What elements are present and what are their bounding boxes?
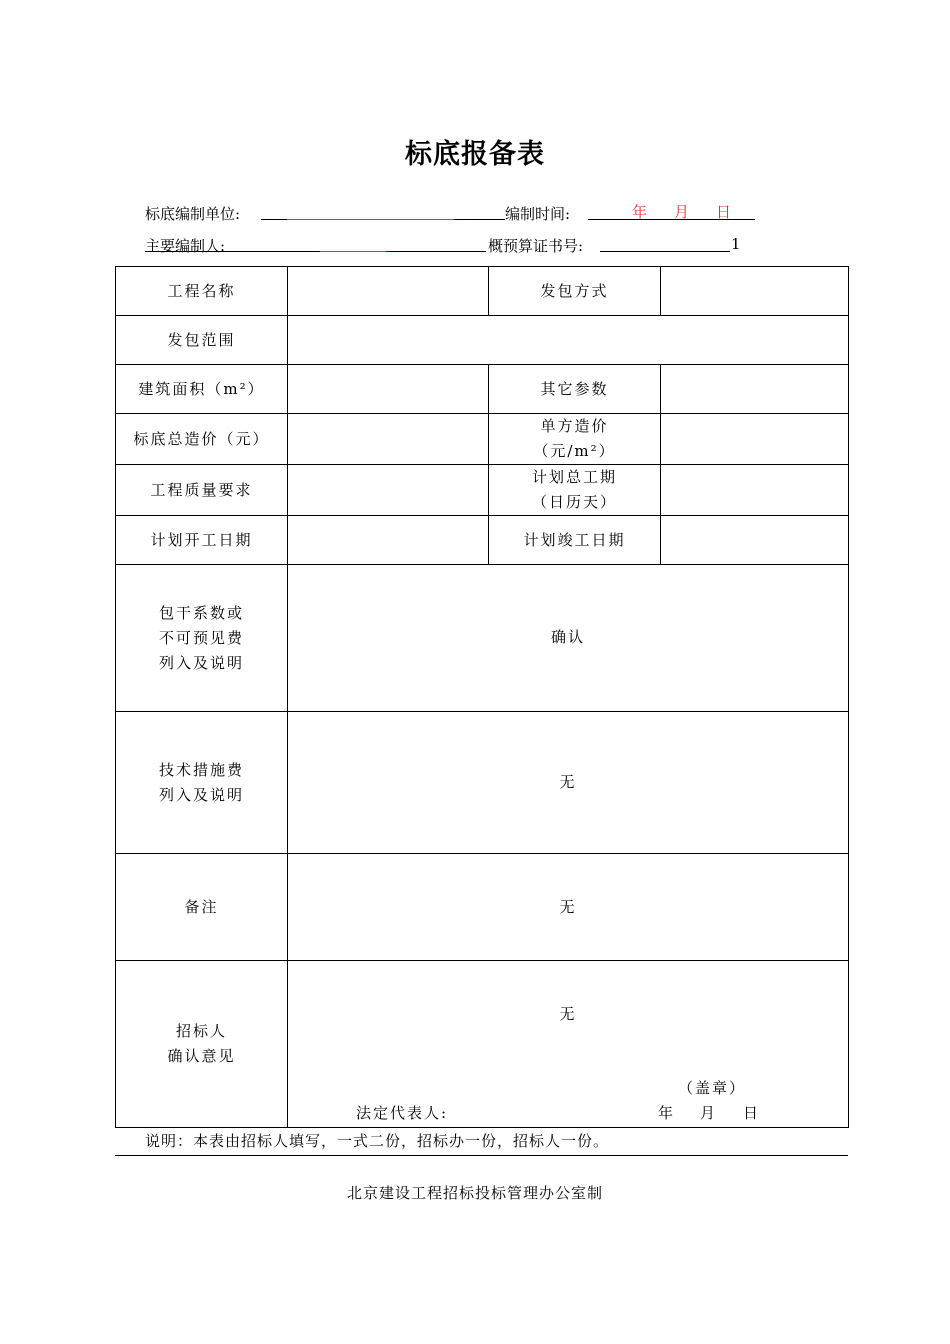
table-row [116, 365, 849, 414]
lump-sum-field[interactable] [288, 565, 849, 712]
divider [115, 1155, 848, 1156]
time-label: 编制时间: [505, 205, 571, 223]
lump-sum-value: 确认 [550, 628, 585, 646]
unit-price-field[interactable] [661, 414, 849, 465]
tech-measures-label [116, 712, 288, 854]
other-params-field[interactable] [661, 365, 849, 414]
project-name-label: 工程名称 [116, 267, 288, 316]
table-row [116, 267, 849, 316]
tech-measures-field[interactable] [288, 712, 849, 854]
tech-measures-value: 无 [559, 773, 577, 791]
table-row [116, 516, 849, 565]
duration-label [489, 465, 661, 516]
tenderer-opinion-value: 无 [559, 1005, 577, 1023]
tenderer-opinion-line1: 招标人 [175, 1022, 227, 1040]
contract-scope-label: 发包范围 [116, 316, 288, 365]
remarks-label: 备注 [116, 854, 288, 961]
duration-line1: 计划总工期 [531, 468, 617, 486]
contract-method-field[interactable] [661, 267, 849, 316]
legal-rep-label: 法定代表人: [356, 1104, 449, 1122]
end-date-field[interactable] [661, 516, 849, 565]
form-note: 说明：本表由招标人填写，一式二份，招标办一份，招标人一份。 [145, 1132, 610, 1150]
seal-text: （盖章） [678, 1079, 747, 1097]
tech-measures-line1: 技术措施费 [158, 760, 244, 779]
editor-underline-left [145, 251, 320, 252]
duration-field[interactable] [661, 465, 849, 516]
sign-month: 月 [700, 1104, 718, 1122]
editor-underline-right [386, 251, 486, 252]
unit-label: 标底编制单位: [145, 205, 241, 223]
table-row [116, 712, 849, 854]
time-month: 月 [674, 203, 690, 221]
base-total-price-field[interactable] [288, 414, 489, 465]
lump-sum-line1: 包干系数或 [158, 603, 244, 622]
table-row [116, 961, 849, 1128]
end-date-label: 计划竣工日期 [489, 516, 661, 565]
tenderer-opinion-field[interactable] [288, 961, 849, 1128]
tenderer-opinion-label [116, 961, 288, 1128]
table-row [116, 465, 849, 516]
project-name-field[interactable] [288, 267, 489, 316]
lump-sum-line2: 不可预见费 [158, 628, 244, 647]
unit-underline-right [454, 219, 505, 220]
other-params-label: 其它参数 [489, 365, 661, 414]
time-year: 年 [632, 203, 648, 221]
page-title: 标底报备表 [405, 139, 545, 170]
table-row [116, 854, 849, 961]
lump-sum-line3: 列入及说明 [158, 653, 244, 672]
report-form-table [115, 266, 849, 1128]
sign-year: 年 [658, 1104, 676, 1122]
unit-underline-left [261, 219, 287, 220]
duration-line2: （日历天） [531, 493, 617, 511]
table-row [116, 565, 849, 712]
editor-label: 主要编制人: [145, 237, 226, 255]
table-row [116, 414, 849, 465]
editor-field[interactable] [320, 251, 386, 252]
quality-req-label: 工程质量要求 [116, 465, 288, 516]
cert-field[interactable] [600, 251, 730, 252]
unit-price-line2: （元/m²） [533, 442, 616, 460]
tenderer-opinion-line2: 确认意见 [167, 1047, 236, 1065]
unit-price-label [489, 414, 661, 465]
lump-sum-label [116, 565, 288, 712]
contract-scope-field[interactable] [288, 316, 849, 365]
start-date-field[interactable] [288, 516, 489, 565]
sign-day: 日 [743, 1104, 761, 1122]
time-day: 日 [716, 203, 732, 221]
table-row [116, 316, 849, 365]
base-total-price-label: 标底总造价（元） [116, 414, 288, 465]
unit-field[interactable] [287, 219, 454, 220]
building-area-field[interactable] [288, 365, 489, 414]
building-area-label: 建筑面积（m²） [116, 365, 288, 414]
start-date-label: 计划开工日期 [116, 516, 288, 565]
remarks-field[interactable]: 无 [288, 854, 849, 961]
unit-price-line1: 单方造价 [540, 417, 609, 435]
issuer-footer: 北京建设工程招标投标管理办公室制 [346, 1184, 603, 1202]
cert-label: 概预算证书号: [488, 237, 584, 255]
cert-value: 1 [731, 235, 741, 253]
contract-method-label: 发包方式 [489, 267, 661, 316]
quality-req-field[interactable] [288, 465, 489, 516]
tech-measures-line2: 列入及说明 [158, 785, 244, 804]
